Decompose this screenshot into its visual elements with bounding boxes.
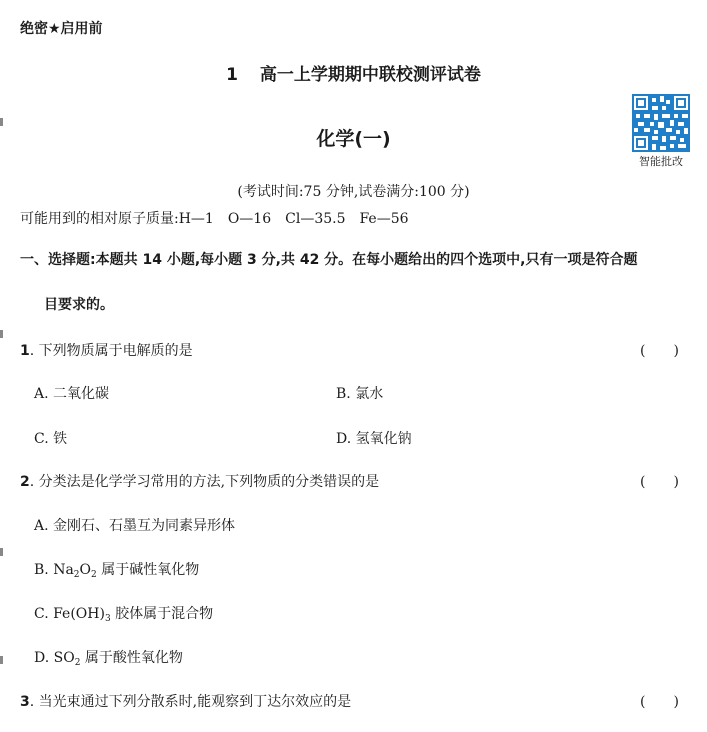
paper-title <box>0 60 707 85</box>
formula-text: B. Na <box>34 562 74 578</box>
question-number: 3 <box>20 694 30 710</box>
formula-text: D. SO <box>34 650 75 666</box>
subject-title: 化学(一) <box>316 128 391 150</box>
qr-code-icon[interactable] <box>632 94 690 152</box>
binding-edge-mark <box>0 548 3 556</box>
paper-number: 1 <box>226 65 238 85</box>
section-heading: 一、选择题:本题共 14 小题,每小题 3 分,共 42 分。在每小题给出的四个选项中,只有一项是符合题 <box>20 252 638 268</box>
section-heading-continued: 目要求的。 <box>44 297 114 313</box>
option-c <box>34 603 213 624</box>
question-number: 1 <box>20 343 30 359</box>
confidential-mark: 绝密★启用前 <box>20 21 103 37</box>
qr-caption: 智能批改 <box>639 155 683 168</box>
option-c: C. 铁 <box>34 431 68 447</box>
option-text: 属于碱性氧化物 <box>96 562 200 578</box>
option-d: D. 氢氧化钠 <box>336 431 412 447</box>
option-a: A. 金刚石、石墨互为同素异形体 <box>34 518 236 534</box>
subscript: 2 <box>74 658 81 668</box>
answer-blank[interactable]: ( ) <box>640 474 679 490</box>
question-3-stem <box>20 691 351 711</box>
exam-time-info: (考试时间:75 分钟,试卷满分:100 分) <box>237 184 470 200</box>
binding-edge-mark <box>0 656 3 664</box>
subscript: 3 <box>104 614 111 624</box>
question-text: . 分类法是化学学习常用的方法,下列物质的分类错误的是 <box>29 474 380 490</box>
option-text: 胶体属于混合物 <box>110 606 214 622</box>
answer-blank[interactable]: ( ) <box>640 343 679 359</box>
option-text: 属于酸性氧化物 <box>80 650 183 666</box>
option-d <box>34 647 183 668</box>
subscript: 2 <box>73 570 80 580</box>
question-1-stem <box>20 340 193 360</box>
subscript: 2 <box>91 570 97 580</box>
option-b <box>34 559 199 580</box>
atomic-masses: 可能用到的相对原子质量:H—1 O—16 Cl—35.5 Fe—56 <box>20 211 409 227</box>
question-number: 2 <box>20 474 30 490</box>
binding-edge-mark <box>0 330 3 338</box>
option-b: B. 氯水 <box>336 386 384 402</box>
option-a: A. 二氧化碳 <box>34 386 110 402</box>
formula-text: C. Fe(OH) <box>34 606 105 622</box>
answer-blank[interactable]: ( ) <box>640 694 679 710</box>
question-text: . 下列物质属于电解质的是 <box>29 343 193 359</box>
formula-text: O <box>79 562 92 578</box>
paper-title-text: 高一上学期期中联校测评试卷 <box>259 65 481 85</box>
question-text: . 当光束通过下列分散系时,能观察到丁达尔效应的是 <box>29 694 352 710</box>
question-2-stem <box>20 471 379 491</box>
binding-edge-mark <box>0 118 3 126</box>
